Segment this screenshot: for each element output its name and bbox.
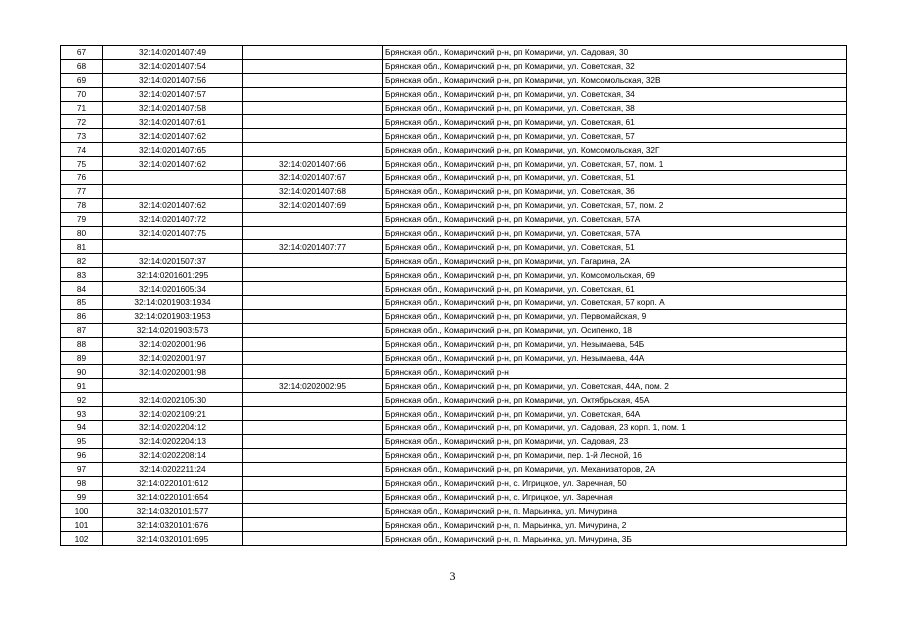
related-cadastral-number-cell: 32:14:0201407:67 — [243, 171, 383, 185]
related-cadastral-number-cell — [243, 448, 383, 462]
address-cell: Брянская обл., Комаричский р-н, рп Комаричи, ул. Советская, 57 корп. А — [383, 296, 847, 310]
address-cell: Брянская обл., Комаричский р-н, рп Комаричи, ул. Советская, 57А — [383, 212, 847, 226]
row-number-cell: 68 — [61, 59, 103, 73]
row-number-cell: 76 — [61, 171, 103, 185]
address-cell: Брянская обл., Комаричский р-н, рп Комаричи, ул. Первомайская, 9 — [383, 309, 847, 323]
address-cell: Брянская обл., Комаричский р-н, рп Комаричи, ул. Советская, 64А — [383, 407, 847, 421]
cadastral-number-cell: 32:14:0201601:295 — [103, 268, 243, 282]
table-row — [61, 448, 847, 462]
row-number-cell: 70 — [61, 87, 103, 101]
related-cadastral-number-cell — [243, 407, 383, 421]
cadastral-number-cell: 32:14:0202208:14 — [103, 448, 243, 462]
cadastral-number-cell — [103, 171, 243, 185]
table-row — [61, 476, 847, 490]
address-cell: Брянская обл., Комаричский р-н, рп Комаричи, ул. Незымаева, 54Б — [383, 337, 847, 351]
table-row — [61, 337, 847, 351]
cadastral-number-cell: 32:14:0201407:58 — [103, 101, 243, 115]
table-row — [61, 532, 847, 546]
address-cell: Брянская обл., Комаричский р-н, рп Комаричи, ул. Комсомольская, 32В — [383, 73, 847, 87]
related-cadastral-number-cell — [243, 101, 383, 115]
table-row — [61, 73, 847, 87]
row-number-cell: 93 — [61, 407, 103, 421]
related-cadastral-number-cell: 32:14:0201407:69 — [243, 198, 383, 212]
page-number: 3 — [449, 569, 456, 583]
cadastral-number-cell: 32:14:0320101:577 — [103, 504, 243, 518]
cadastral-number-cell: 32:14:0320101:695 — [103, 532, 243, 546]
row-number-cell: 86 — [61, 309, 103, 323]
address-cell: Брянская обл., Комаричский р-н, рп Комаричи, пер. 1-й Лесной, 16 — [383, 448, 847, 462]
address-cell: Брянская обл., Комаричский р-н, рп Комаричи, ул. Октябрьская, 45А — [383, 393, 847, 407]
address-cell: Брянская обл., Комаричский р-н, рп Комаричи, ул. Советская, 36 — [383, 184, 847, 198]
cadastral-number-cell: 32:14:0202001:97 — [103, 351, 243, 365]
cadastral-number-cell: 32:14:0220101:612 — [103, 476, 243, 490]
cadastral-number-cell: 32:14:0201903:1934 — [103, 296, 243, 310]
table-row — [61, 198, 847, 212]
cadastral-number-cell: 32:14:0201407:61 — [103, 115, 243, 129]
related-cadastral-number-cell — [243, 115, 383, 129]
address-cell: Брянская обл., Комаричский р-н, рп Комаричи, ул. Советская, 34 — [383, 87, 847, 101]
related-cadastral-number-cell — [243, 309, 383, 323]
related-cadastral-number-cell — [243, 73, 383, 87]
row-number-cell: 89 — [61, 351, 103, 365]
address-cell: Брянская обл., Комаричский р-н, рп Комаричи, ул. Советская, 57, пом. 1 — [383, 157, 847, 171]
cadastral-number-cell: 32:14:0201407:65 — [103, 143, 243, 157]
address-cell: Брянская обл., Комаричский р-н, с. Игрицкое, ул. Заречная, 50 — [383, 476, 847, 490]
table-row — [61, 254, 847, 268]
related-cadastral-number-cell — [243, 59, 383, 73]
row-number-cell: 90 — [61, 365, 103, 379]
row-number-cell: 74 — [61, 143, 103, 157]
table-row — [61, 143, 847, 157]
cadastral-number-cell: 32:14:0201407:62 — [103, 198, 243, 212]
table-row — [61, 115, 847, 129]
related-cadastral-number-cell — [243, 434, 383, 448]
address-cell: Брянская обл., Комаричский р-н, с. Игрицкое, ул. Заречная — [383, 490, 847, 504]
related-cadastral-number-cell — [243, 532, 383, 546]
related-cadastral-number-cell — [243, 212, 383, 226]
row-number-cell: 83 — [61, 268, 103, 282]
cadastral-number-cell: 32:14:0202105:30 — [103, 393, 243, 407]
row-number-cell: 71 — [61, 101, 103, 115]
related-cadastral-number-cell — [243, 129, 383, 143]
row-number-cell: 100 — [61, 504, 103, 518]
related-cadastral-number-cell — [243, 254, 383, 268]
table-row — [61, 129, 847, 143]
address-cell: Брянская обл., Комаричский р-н, рп Комаричи, ул. Садовая, 23 корп. 1, пом. 1 — [383, 421, 847, 435]
related-cadastral-number-cell — [243, 337, 383, 351]
address-cell: Брянская обл., Комаричский р-н, рп Комаричи, ул. Комсомольская, 69 — [383, 268, 847, 282]
address-cell: Брянская обл., Комаричский р-н, рп Комаричи, ул. Советская, 57А — [383, 226, 847, 240]
address-cell: Брянская обл., Комаричский р-н, п. Марьинка, ул. Мичурина — [383, 504, 847, 518]
address-cell: Брянская обл., Комаричский р-н, рп Комаричи, ул. Советская, 44А, пом. 2 — [383, 379, 847, 393]
address-cell: Брянская обл., Комаричский р-н, рп Комаричи, ул. Советская, 57, пом. 2 — [383, 198, 847, 212]
address-cell: Брянская обл., Комаричский р-н, рп Комаричи, ул. Механизаторов, 2А — [383, 462, 847, 476]
address-cell: Брянская обл., Комаричский р-н, рп Комаричи, ул. Садовая, 23 — [383, 434, 847, 448]
table-row — [61, 171, 847, 185]
row-number-cell: 80 — [61, 226, 103, 240]
cadastral-number-cell: 32:14:0202109:21 — [103, 407, 243, 421]
table-row — [61, 87, 847, 101]
table-row — [61, 296, 847, 310]
row-number-cell: 73 — [61, 129, 103, 143]
address-cell: Брянская обл., Комаричский р-н, рп Комаричи, ул. Советская, 61 — [383, 115, 847, 129]
row-number-cell: 95 — [61, 434, 103, 448]
related-cadastral-number-cell — [243, 87, 383, 101]
table-row — [61, 351, 847, 365]
cadastral-number-cell: 32:14:0202204:12 — [103, 421, 243, 435]
address-cell: Брянская обл., Комаричский р-н, рп Комаричи, ул. Советская, 61 — [383, 282, 847, 296]
row-number-cell: 85 — [61, 296, 103, 310]
related-cadastral-number-cell: 32:14:0201407:77 — [243, 240, 383, 254]
related-cadastral-number-cell — [243, 296, 383, 310]
table-row — [61, 323, 847, 337]
row-number-cell: 102 — [61, 532, 103, 546]
related-cadastral-number-cell — [243, 323, 383, 337]
table-row — [61, 379, 847, 393]
table-row — [61, 101, 847, 115]
related-cadastral-number-cell: 32:14:0201407:68 — [243, 184, 383, 198]
related-cadastral-number-cell — [243, 421, 383, 435]
address-cell: Брянская обл., Комаричский р-н, рп Комаричи, ул. Советская, 32 — [383, 59, 847, 73]
related-cadastral-number-cell — [243, 504, 383, 518]
related-cadastral-number-cell — [243, 393, 383, 407]
row-number-cell: 98 — [61, 476, 103, 490]
table-row — [61, 309, 847, 323]
row-number-cell: 97 — [61, 462, 103, 476]
related-cadastral-number-cell — [243, 46, 383, 60]
related-cadastral-number-cell — [243, 476, 383, 490]
table-row — [61, 421, 847, 435]
related-cadastral-number-cell — [243, 518, 383, 532]
address-cell: Брянская обл., Комаричский р-н, рп Комаричи, ул. Советская, 51 — [383, 171, 847, 185]
cadastral-number-cell — [103, 379, 243, 393]
cadastral-number-cell: 32:14:0201903:573 — [103, 323, 243, 337]
cadastral-number-cell — [103, 184, 243, 198]
data-table — [60, 45, 847, 546]
table-row — [61, 268, 847, 282]
table-row — [61, 504, 847, 518]
row-number-cell: 69 — [61, 73, 103, 87]
address-cell: Брянская обл., Комаричский р-н, рп Комаричи, ул. Советская, 51 — [383, 240, 847, 254]
cadastral-number-cell — [103, 240, 243, 254]
table-row — [61, 240, 847, 254]
related-cadastral-number-cell — [243, 351, 383, 365]
table-row — [61, 365, 847, 379]
row-number-cell: 99 — [61, 490, 103, 504]
table-row — [61, 393, 847, 407]
row-number-cell: 96 — [61, 448, 103, 462]
row-number-cell: 94 — [61, 421, 103, 435]
cadastral-number-cell: 32:14:0201407:56 — [103, 73, 243, 87]
address-cell: Брянская обл., Комаричский р-н, рп Комаричи, ул. Гагарина, 2А — [383, 254, 847, 268]
table-body — [61, 46, 847, 546]
related-cadastral-number-cell — [243, 268, 383, 282]
table-row — [61, 59, 847, 73]
related-cadastral-number-cell — [243, 490, 383, 504]
cadastral-number-cell: 32:14:0201407:62 — [103, 157, 243, 171]
cadastral-number-cell: 32:14:0201507:37 — [103, 254, 243, 268]
address-cell: Брянская обл., Комаричский р-н, рп Комаричи, ул. Советская, 38 — [383, 101, 847, 115]
cadastral-number-cell: 32:14:0201407:49 — [103, 46, 243, 60]
cadastral-number-cell: 32:14:0220101:654 — [103, 490, 243, 504]
row-number-cell: 72 — [61, 115, 103, 129]
related-cadastral-number-cell — [243, 226, 383, 240]
row-number-cell: 92 — [61, 393, 103, 407]
row-number-cell: 81 — [61, 240, 103, 254]
cadastral-number-cell: 32:14:0202204:13 — [103, 434, 243, 448]
cadastral-number-cell: 32:14:0201407:57 — [103, 87, 243, 101]
table-row — [61, 282, 847, 296]
address-cell: Брянская обл., Комаричский р-н — [383, 365, 847, 379]
row-number-cell: 75 — [61, 157, 103, 171]
related-cadastral-number-cell — [243, 282, 383, 296]
row-number-cell: 77 — [61, 184, 103, 198]
table-row — [61, 212, 847, 226]
table-row — [61, 226, 847, 240]
table-row — [61, 157, 847, 171]
row-number-cell: 82 — [61, 254, 103, 268]
address-cell: Брянская обл., Комаричский р-н, п. Марьинка, ул. Мичурина, 3Б — [383, 532, 847, 546]
row-number-cell: 87 — [61, 323, 103, 337]
related-cadastral-number-cell: 32:14:0201407:66 — [243, 157, 383, 171]
address-cell: Брянская обл., Комаричский р-н, рп Комаричи, ул. Комсомольская, 32Г — [383, 143, 847, 157]
cadastral-number-cell: 32:14:0201407:72 — [103, 212, 243, 226]
row-number-cell: 78 — [61, 198, 103, 212]
cadastral-number-cell: 32:14:0202001:98 — [103, 365, 243, 379]
table-row — [61, 184, 847, 198]
cadastral-number-cell: 32:14:0320101:676 — [103, 518, 243, 532]
cadastral-number-cell: 32:14:0201605:34 — [103, 282, 243, 296]
cadastral-number-cell: 32:14:0201407:75 — [103, 226, 243, 240]
cadastral-number-cell: 32:14:0201407:54 — [103, 59, 243, 73]
table-row — [61, 407, 847, 421]
related-cadastral-number-cell: 32:14:0202002:95 — [243, 379, 383, 393]
row-number-cell: 88 — [61, 337, 103, 351]
table-row — [61, 518, 847, 532]
row-number-cell: 79 — [61, 212, 103, 226]
table-row — [61, 46, 847, 60]
address-cell: Брянская обл., Комаричский р-н, рп Комаричи, ул. Незымаева, 44А — [383, 351, 847, 365]
table-row — [61, 490, 847, 504]
cadastral-number-cell: 32:14:0201407:62 — [103, 129, 243, 143]
row-number-cell: 67 — [61, 46, 103, 60]
table-row — [61, 462, 847, 476]
cadastral-number-cell: 32:14:0202001:96 — [103, 337, 243, 351]
table-row — [61, 434, 847, 448]
cadastral-number-cell: 32:14:0201903:1953 — [103, 309, 243, 323]
related-cadastral-number-cell — [243, 462, 383, 476]
row-number-cell: 101 — [61, 518, 103, 532]
address-cell: Брянская обл., Комаричский р-н, рп Комаричи, ул. Осипенко, 18 — [383, 323, 847, 337]
related-cadastral-number-cell — [243, 365, 383, 379]
address-cell: Брянская обл., Комаричский р-н, п. Марьинка, ул. Мичурина, 2 — [383, 518, 847, 532]
address-cell: Брянская обл., Комаричский р-н, рп Комаричи, ул. Советская, 57 — [383, 129, 847, 143]
row-number-cell: 84 — [61, 282, 103, 296]
related-cadastral-number-cell — [243, 143, 383, 157]
row-number-cell: 91 — [61, 379, 103, 393]
address-cell: Брянская обл., Комаричский р-н, рп Комаричи, ул. Садовая, 30 — [383, 46, 847, 60]
cadastral-number-cell: 32:14:0202211:24 — [103, 462, 243, 476]
